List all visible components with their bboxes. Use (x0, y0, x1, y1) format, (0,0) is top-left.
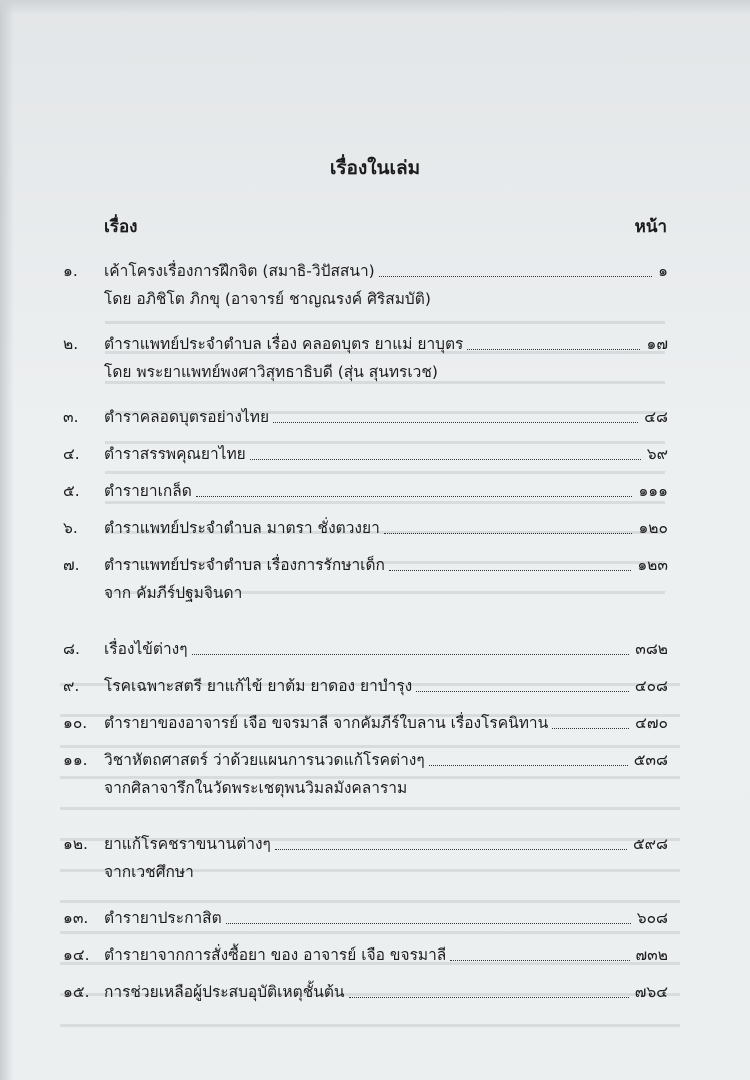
toc-entry (0, 830, 750, 858)
toc-entry-title: ตำรายาประกาสิต (104, 909, 222, 927)
toc-entry-subtitle: โดย พระยาแพทย์พงศาวิสุทธาธิบดี (สุ่น สุนทรเวช) (104, 363, 438, 381)
page-title: เรื่องในเล่ม (329, 157, 421, 179)
toc-entry-number: ๑. (63, 262, 78, 280)
toc-entry (0, 709, 750, 737)
toc-entry (0, 477, 750, 505)
toc-entry-number: ๒. (63, 335, 79, 353)
toc-entry-number: ๗. (63, 556, 80, 574)
toc-dot-leader (273, 422, 638, 423)
toc-entry-title: ตำรายาจากการสั่งซื้อยา ของ อาจารย์ เจือ ขจรมาลี (104, 946, 447, 964)
toc-dot-leader (196, 496, 632, 497)
toc-entry-page: ๑๒๐ (638, 519, 668, 537)
toc-entry-title: ตำรายาของอาจารย์ เจือ ขจรมาลี จากคัมภีร์ใบลาน เรื่องโรคนิทาน (104, 714, 549, 732)
toc-dot-leader (275, 849, 627, 850)
toc-entry-subtitle: จากศิลาจารึกในวัดพระเชตุพนวิมลมังคลาราม (104, 779, 408, 797)
toc-entry-number: ๑๔. (63, 946, 90, 964)
toc-entry-subtitle: โดย อภิชิโต ภิกขุ (อาจารย์ ชาญณรงค์ ศิริสมบัติ) (104, 290, 431, 308)
toc-entry (0, 978, 750, 1006)
toc-entry (0, 672, 750, 700)
toc-dot-leader (226, 923, 631, 924)
toc-entry-page: ๑๒๓ (637, 556, 668, 574)
toc-entry-number: ๕. (63, 482, 80, 500)
toc-entry-number: ๑๕. (63, 983, 90, 1001)
toc-dot-leader (250, 459, 641, 460)
toc-entry-number: ๑๑. (63, 751, 88, 769)
toc-entry-number: ๑๒. (63, 835, 88, 853)
toc-entry-title: เรื่องไข้ต่างๆ (104, 640, 188, 658)
column-header-title: เรื่อง (104, 217, 138, 237)
toc-dot-leader (379, 276, 652, 277)
toc-entry-title: การช่วยเหลือผู้ประสบอุบัติเหตุชั้นต้น (104, 983, 345, 1001)
toc-entry-number: ๑๓. (63, 909, 89, 927)
toc-entry-page: ๑ (658, 262, 668, 280)
toc-entry-number: ๓. (63, 408, 79, 426)
toc-entry-title: ตำราสรรพคุณยาไทย (104, 445, 246, 463)
toc-dot-leader (450, 960, 630, 961)
toc-dot-leader (552, 728, 629, 729)
toc-entry (0, 941, 750, 969)
toc-entry-page: ๗๖๔ (634, 983, 668, 1001)
toc-entry-page: ๔๗๐ (635, 714, 668, 732)
toc-entry-page: ๔๐๘ (634, 677, 668, 695)
toc-entry-title: ตำราแพทย์ประจำตำบล เรื่อง คลอดบุตร ยาแม่ ยาบุตร (104, 335, 464, 353)
toc-entry-number: ๔. (63, 445, 80, 463)
toc-entry-title: โรคเฉพาะสตรี ยาแก้ไข้ ยาต้ม ยาดอง ยาบำรุง (104, 677, 413, 695)
toc-dot-leader (467, 349, 640, 350)
toc-entry-title: ตำราแพทย์ประจำตำบล มาตรา ชั่งตวงยา (104, 519, 380, 537)
toc-entry-number: ๙. (63, 677, 80, 695)
toc-entry-title: ยาแก้โรคชราขนานต่างๆ (104, 835, 271, 853)
toc-entry-subtitle: จากเวชศึกษา (104, 863, 194, 881)
toc-entry-number: ๑๐. (63, 714, 88, 732)
toc-entry-title: เค้าโครงเรื่องการฝึกจิต (สมาธิ-วิปัสสนา) (104, 262, 375, 280)
toc-entry (0, 514, 750, 542)
toc-entry-title: ตำราแพทย์ประจำตำบล เรื่องการรักษาเด็ก (104, 556, 385, 574)
toc-entry-page: ๑๑๑ (638, 482, 668, 500)
toc-entry-page: ๗๓๒ (635, 946, 668, 964)
toc-entry (0, 403, 750, 431)
toc-entry-page: ๓๘๒ (635, 640, 668, 658)
toc-entry-number: ๖. (63, 519, 78, 537)
toc-entry (0, 440, 750, 468)
column-header-page: หน้า (634, 217, 667, 237)
toc-entry (0, 257, 750, 285)
toc-entry-title: ตำรายาเกล็ด (104, 482, 192, 500)
toc-entry-page: ๕๙๘ (632, 835, 668, 853)
toc-entry-title: ตำราคลอดบุตรอย่างไทย (104, 408, 270, 426)
toc-entry (0, 904, 750, 932)
toc-entry (0, 746, 750, 774)
toc-entry-page: ๖๐๘ (636, 909, 668, 927)
toc-entry (0, 635, 750, 663)
toc-dot-leader (192, 654, 629, 655)
toc-entry (0, 551, 750, 579)
toc-entry-page: ๕๓๘ (633, 751, 668, 769)
toc-dot-leader (416, 691, 629, 692)
toc-entry-title: วิชาหัตถศาสตร์ ว่าด้วยแผนการนวดแก้โรคต่างๆ (104, 751, 425, 769)
toc-entry-number: ๘. (63, 640, 80, 658)
toc-entry (0, 330, 750, 358)
toc-entry-subtitle: จาก คัมภีร์ปฐมจินดา (104, 584, 243, 602)
toc-entry-page: ๑๗ (646, 335, 668, 353)
toc-dot-leader (384, 533, 632, 534)
toc-dot-leader (429, 765, 628, 766)
toc-dot-leader (349, 997, 629, 998)
toc-dot-leader (389, 570, 631, 571)
toc-entry-page: ๖๙ (646, 445, 668, 463)
toc-entry-page: ๔๘ (644, 408, 668, 426)
